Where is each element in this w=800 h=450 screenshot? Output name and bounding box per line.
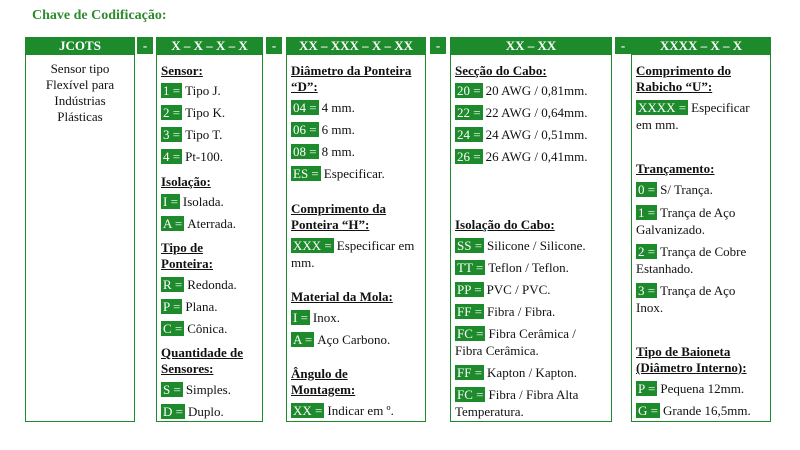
item-text: Duplo. (187, 404, 224, 419)
list-item (455, 365, 609, 381)
list-item-continuation: Temperatura. (455, 404, 524, 419)
item-text: Isolada. (182, 194, 224, 209)
section-heading-seccao: Secção do Cabo: (455, 63, 547, 78)
section-heading-rabicho: Comprimento do (636, 63, 731, 78)
item-text: Trança de Aço (660, 205, 736, 220)
code-badge: FC = (457, 387, 484, 402)
item-text: Indicar em º. (327, 403, 394, 418)
code-badge: S = (163, 382, 181, 397)
item-text: Silicone / Silicone. (487, 238, 586, 253)
section-heading-baioneta: Tipo de Baioneta (636, 344, 731, 359)
code-badge: 22 = (457, 105, 481, 120)
code-badge: G = (638, 403, 658, 418)
section-heading-quantidade: Sensores: (161, 361, 214, 376)
code-badge: A = (163, 216, 183, 231)
section-heading-diametro: Diâmetro da Ponteira (291, 63, 412, 78)
list-item (161, 216, 260, 232)
item-text: Especificar. (323, 166, 385, 181)
list-item (291, 238, 423, 254)
list-item (161, 127, 260, 143)
code-badge: P = (163, 299, 181, 314)
header-col4: XXXX – X – X (631, 37, 771, 54)
list-item (455, 304, 609, 320)
header-dash: - (266, 37, 282, 54)
list-item (636, 381, 768, 397)
code-badge: SS = (457, 238, 483, 253)
list-item (291, 100, 423, 116)
code-badge: 3 = (163, 127, 181, 142)
item-text: Tipo J. (185, 83, 221, 98)
code-badge: 4 = (163, 149, 181, 164)
item-text: Especificar (691, 100, 750, 115)
list-item (161, 277, 260, 293)
item-text: Fibra Cerâmica / (488, 326, 576, 341)
list-item (455, 83, 609, 99)
list-item (161, 149, 260, 165)
code-badge: C = (163, 321, 183, 336)
code-badge: 3 = (638, 283, 656, 298)
item-text: Redonda. (187, 277, 237, 292)
code-badge: 08 = (293, 144, 317, 159)
code-badge: ES = (293, 166, 319, 181)
header-col1: X – X – X – X (156, 37, 263, 54)
section-heading-isolacao-cabo: Isolação do Cabo: (455, 217, 555, 232)
list-item (161, 382, 260, 398)
item-text: PVC / PVC. (486, 282, 551, 297)
page-title: Chave de Codificação: (32, 8, 167, 23)
column-rabicho (631, 54, 771, 422)
section-heading-diametro: “D”: (291, 79, 318, 94)
list-item (291, 310, 423, 326)
list-item-continuation: Inox. (636, 300, 664, 315)
header-dash: - (137, 37, 153, 54)
section-heading-ponteira: Tipo de (161, 240, 204, 255)
list-item-continuation: Fibra Cerâmica. (455, 343, 539, 358)
column-sensor (156, 54, 263, 422)
code-badge: 24 = (457, 127, 481, 142)
list-item (455, 282, 609, 298)
product-line: Sensor tipo (50, 61, 110, 76)
code-badge: 20 = (457, 83, 481, 98)
code-badge: 2 = (163, 105, 181, 120)
item-text: S/ Trança. (660, 182, 713, 197)
section-heading-rabicho: Rabicho “U”: (636, 79, 713, 94)
list-item-continuation: Galvanizado. (636, 222, 705, 237)
item-text: Kapton / Kapton. (487, 365, 577, 380)
code-badge: 06 = (293, 122, 317, 137)
list-item (455, 326, 609, 342)
list-item (455, 105, 609, 121)
section-heading-comprimento: Ponteira “H”: (291, 217, 370, 232)
item-text: 22 AWG / 0,64mm. (485, 105, 588, 120)
product-line: Plásticas (57, 109, 103, 124)
list-item (636, 205, 768, 221)
list-item (161, 194, 260, 210)
code-badge: FF = (457, 365, 483, 380)
list-item-continuation: Estanhado. (636, 261, 694, 276)
list-item-continuation: mm. (291, 255, 315, 270)
code-badge: P = (638, 381, 656, 396)
product-line: Flexível para (45, 77, 115, 92)
section-heading-sensor: Sensor: (161, 63, 203, 78)
item-text: Teflon / Teflon. (488, 260, 569, 275)
code-badge: I = (163, 194, 178, 209)
section-heading-trancamento: Trançamento: (636, 161, 715, 176)
list-item (161, 83, 260, 99)
item-text: Fibra / Fibra. (487, 304, 556, 319)
list-item (455, 238, 609, 254)
section-heading-ponteira: Ponteira: (161, 256, 213, 271)
list-item (636, 182, 768, 198)
code-badge: 1 = (163, 83, 181, 98)
list-item (455, 387, 609, 403)
code-badge: FC = (457, 326, 484, 341)
header-col3: XX – XX (450, 37, 612, 54)
item-text: 8 mm. (321, 144, 355, 159)
item-text: Aterrada. (187, 216, 236, 231)
code-badge: A = (293, 332, 313, 347)
item-text: 24 AWG / 0,51mm. (485, 127, 588, 142)
list-item (455, 260, 609, 276)
item-text: Fibra / Fibra Alta (488, 387, 579, 402)
section-heading-angulo: Montagem: (291, 382, 356, 397)
item-text: Aço Carbono. (317, 332, 391, 347)
item-text: Inox. (312, 310, 341, 325)
item-text: Pt-100. (185, 149, 224, 164)
item-text: Simples. (185, 382, 231, 397)
section-heading-angulo: Ângulo de (291, 366, 348, 381)
item-text: Plana. (185, 299, 218, 314)
product-line: Indústrias (54, 93, 106, 108)
column-ponteira (286, 54, 426, 422)
code-badge: R = (163, 277, 183, 292)
header-col2: XX – XXX – X – XX (286, 37, 426, 54)
code-badge: D = (163, 404, 183, 419)
item-text: 26 AWG / 0,41mm. (485, 149, 588, 164)
column-cabo (450, 54, 612, 422)
section-heading-baioneta: (Diâmetro Interno): (636, 360, 747, 375)
code-badge: 26 = (457, 149, 481, 164)
list-item (455, 127, 609, 143)
header-dash: - (430, 37, 446, 54)
code-badge: XXX = (293, 238, 332, 253)
code-badge: 04 = (293, 100, 317, 115)
list-item (636, 244, 768, 260)
code-badge: XXXX = (638, 100, 687, 115)
list-item (161, 404, 260, 420)
code-badge: TT = (457, 260, 484, 275)
list-item (291, 403, 423, 419)
column-product (25, 54, 135, 422)
code-badge: 2 = (638, 244, 656, 259)
list-item (161, 105, 260, 121)
list-item (291, 122, 423, 138)
list-item (291, 332, 423, 348)
item-text: Cônica. (187, 321, 228, 336)
section-heading-mola: Material da Mola: (291, 289, 393, 304)
list-item (291, 166, 423, 182)
list-item (636, 283, 768, 299)
item-text: Tipo T. (185, 127, 223, 142)
list-item (636, 403, 768, 419)
list-item (291, 144, 423, 160)
item-text: 20 AWG / 0,81mm. (485, 83, 588, 98)
code-badge: FF = (457, 304, 483, 319)
list-item (636, 100, 768, 116)
item-text: 6 mm. (321, 122, 355, 137)
section-heading-comprimento: Comprimento da (291, 201, 386, 216)
header-dash: - (615, 37, 631, 54)
header-jcots: JCOTS (25, 37, 135, 54)
item-text: Especificar em (336, 238, 415, 253)
section-heading-quantidade: Quantidade de (161, 345, 243, 360)
list-item (161, 299, 260, 315)
item-text: Pequena 12mm. (660, 381, 745, 396)
list-item (161, 321, 260, 337)
item-text: 4 mm. (321, 100, 355, 115)
list-item-continuation: em mm. (636, 117, 679, 132)
code-badge: 0 = (638, 182, 656, 197)
code-badge: PP = (457, 282, 482, 297)
code-badge: I = (293, 310, 308, 325)
item-text: Trança de Cobre (660, 244, 747, 259)
item-text: Trança de Aço (660, 283, 736, 298)
section-heading-isolacao: Isolação: (161, 174, 211, 189)
item-text: Grande 16,5mm. (662, 403, 751, 418)
code-badge: XX = (293, 403, 323, 418)
list-item (455, 149, 609, 165)
item-text: Tipo K. (185, 105, 226, 120)
code-badge: 1 = (638, 205, 656, 220)
